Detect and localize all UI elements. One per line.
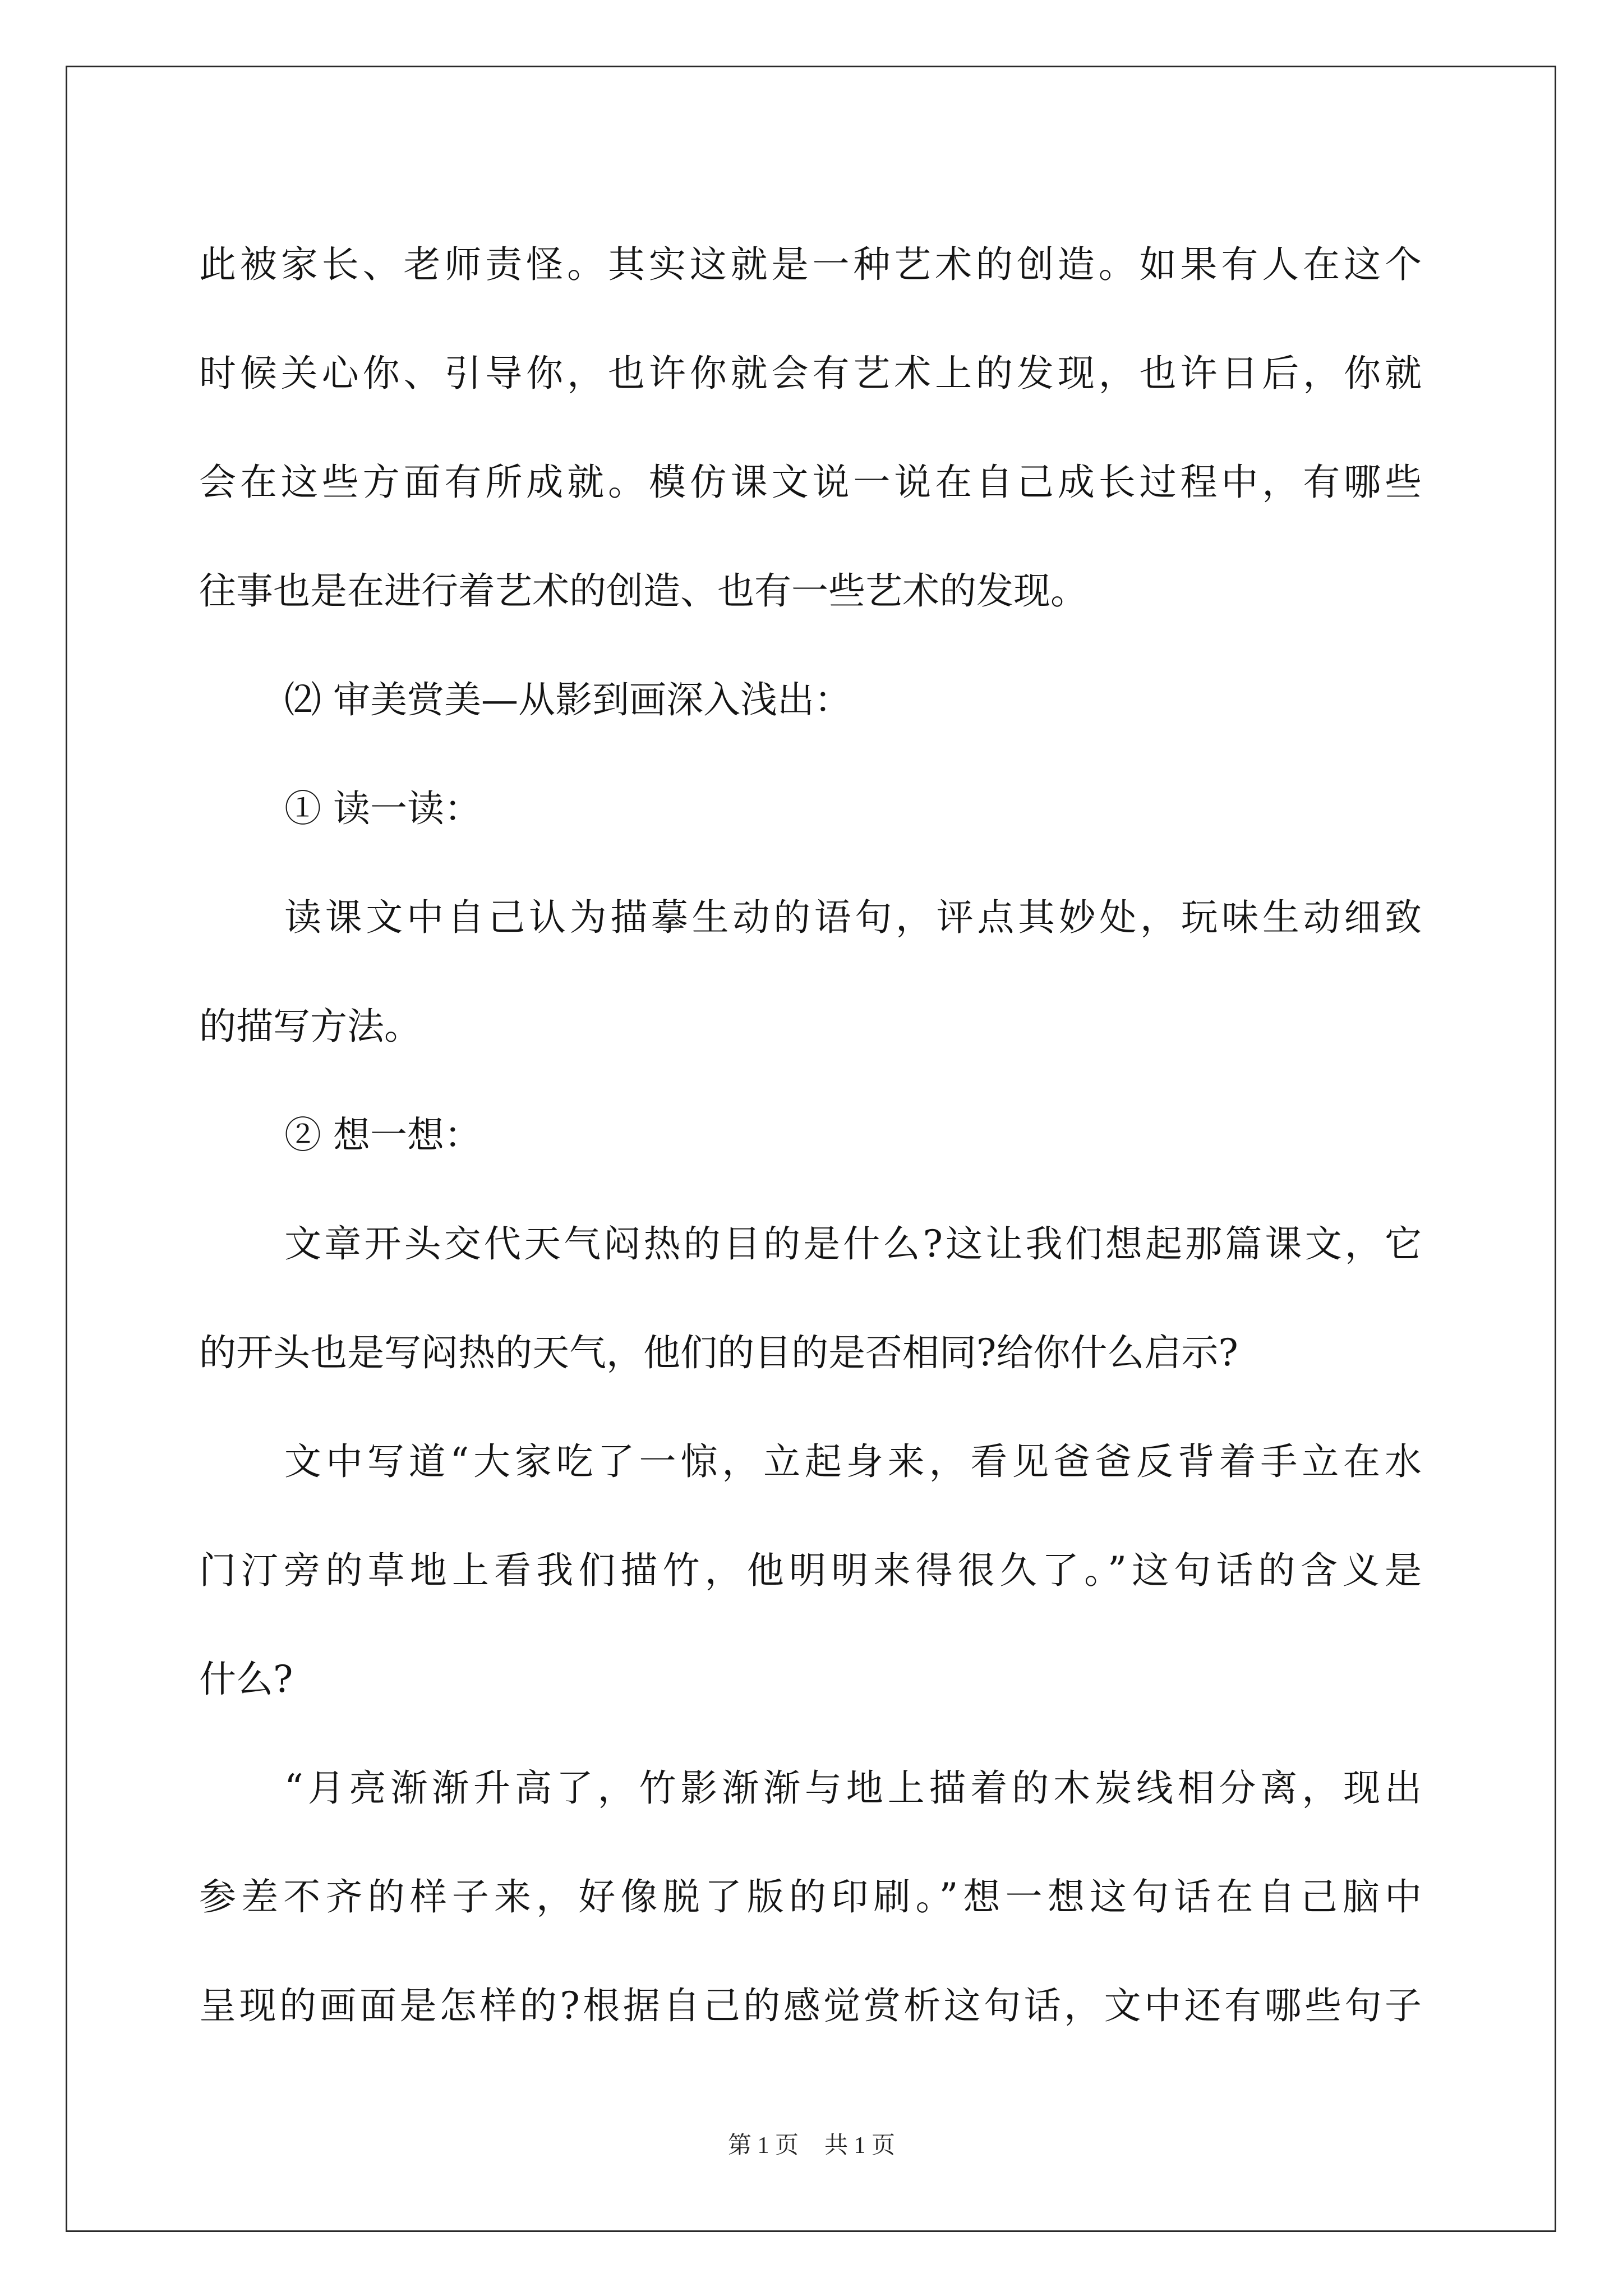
text-line-13: 门汀旁的草地上看我们描竹，他明明来得很久了。”这句话的含义是 (199, 1549, 1422, 1592)
page-total: 共 1 页 (824, 2133, 896, 2159)
text-line-16: 参差不齐的样子来，好像脱了版的印刷。”想一想这句话在自己脑中 (199, 1875, 1422, 1918)
text-line-14: 什么? (199, 1658, 293, 1701)
page-number: 第 1 页 (727, 2133, 799, 2159)
text-line-8: 的描写方法。 (199, 1005, 421, 1048)
text-line-1: 此被家长、老师责怪。其实这就是一种艺术的创造。如果有人在这个 (199, 243, 1422, 286)
subsection-think: ② 想一想： (284, 1114, 481, 1157)
text-line-11: 的开头也是写闷热的天气，他们的目的是否相同?给你什么启示? (199, 1331, 1238, 1374)
section-heading-aesthetic: ⑵ 审美赏美—从影到画深入浅出： (284, 678, 851, 721)
text-line-10: 文章开头交代天气闷热的目的是什么?这让我们想起那篇课文，它 (284, 1222, 1422, 1266)
page-footer (0, 2129, 1623, 2162)
text-line-17: 呈现的画面是怎样的?根据自己的感觉赏析这句话，文中还有哪些句子 (199, 1984, 1422, 2027)
text-line-7: 读课文中自己认为描摹生动的语句，评点其妙处，玩味生动细致 (284, 896, 1422, 939)
text-line-15: “月亮渐渐升高了，竹影渐渐与地上描着的木炭线相分离，现出 (284, 1766, 1422, 1810)
subsection-read: ① 读一读： (284, 787, 481, 830)
text-line-4: 往事也是在进行着艺术的创造、也有一些艺术的发现。 (199, 569, 1087, 613)
document-body (199, 210, 1422, 2060)
text-line-3: 会在这些方面有所成就。模仿课文说一说在自己成长过程中，有哪些 (199, 461, 1422, 504)
text-line-2: 时候关心你、引导你，也许你就会有艺术上的发现，也许日后，你就 (199, 352, 1422, 395)
text-line-12: 文中写道“大家吃了一惊，立起身来，看见爸爸反背着手立在水 (284, 1440, 1422, 1483)
